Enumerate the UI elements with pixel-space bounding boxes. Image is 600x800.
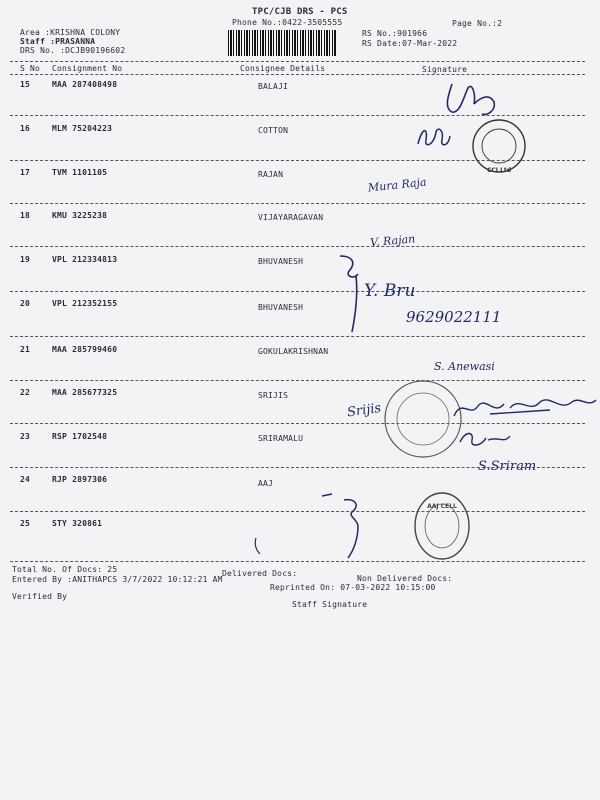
svg-text:Mura Raja: Mura Raja [367,175,428,195]
entered-by: Entered By :ANITHAPCS 3/7/2022 10:12:21 AM [12,575,223,584]
row-consignment: RJP 2897306 [52,475,108,484]
row-consignment: TVM 1101105 [52,168,108,177]
row-sno: 16 [20,124,31,133]
row-sno: 25 [20,519,31,528]
verified-by: Verified By [12,592,68,601]
svg-text:9629022111: 9629022111 [406,308,502,326]
signature-scribble-row16 [414,122,454,152]
row-sno: 20 [20,299,31,308]
row-divider [10,511,585,512]
ink-mark [250,536,266,556]
signature-row21 [432,356,532,376]
row-sno: 22 [20,388,31,397]
signature-row18 [366,228,446,250]
col-header-signature: Signature [422,65,468,74]
row-consignment: MAA 285799460 [52,345,118,354]
row-consignment: MAA 287408498 [52,80,118,89]
row-consignee: BHUVANESH [258,303,304,312]
total-docs: Total No. Of Docs: 25 [12,565,118,574]
svg-text:Srijis: Srijis [346,400,383,421]
signature-scribble-row15 [430,76,510,121]
drs-number: DRS No. :DCJB90196602 [20,46,126,55]
divider [10,561,585,562]
row-sno: 19 [20,255,31,264]
col-header-consignment: Consignment No [52,64,123,73]
row-sno: 15 [20,80,31,89]
signature-scribble-row22 [450,388,600,424]
svg-text:S.Sriram: S.Sriram [478,459,537,474]
signature-row23 [452,426,562,478]
divider [10,74,585,75]
row-consignee: VIJAYARAGAVAN [258,213,324,222]
staff-signature-label: Staff Signature [292,600,368,609]
cci-stamp [468,116,530,176]
signature-row19 [360,276,450,304]
row-consignment: VPL 212352155 [52,299,118,308]
svg-text:V. Rajan: V. Rajan [369,232,416,250]
non-delivered-docs: Non Delivered Docs: [357,574,453,583]
row-consignment: STY 320861 [52,519,103,528]
row-divider [10,246,585,247]
svg-text:S. Anewasi: S. Anewasi [434,360,495,373]
signature-row17 [362,172,462,196]
stamp-text: AAJ CELL [427,503,457,510]
svg-text:Y. Bru: Y. Bru [364,281,416,301]
row-divider [10,380,585,381]
document-title: TPC/CJB DRS - PCS [252,7,348,17]
row-consignee: BHUVANESH [258,257,304,266]
row-consignee: GOKULAKRISHNAN [258,347,329,356]
rs-number: RS No.:901966 [362,29,428,38]
phone-handwritten-row20 [404,302,534,330]
row-sno: 21 [20,345,31,354]
col-header-sno: S No [20,64,41,73]
row-sno: 24 [20,475,31,484]
row-divider [10,203,585,204]
row-consignment: MLM 75204223 [52,124,113,133]
signature-row22 [345,396,405,420]
divider [10,61,585,62]
row-consignment: KMU 3225238 [52,211,108,220]
rs-date: RS Date:07-Mar-2022 [362,39,458,48]
row-sno: 17 [20,168,31,177]
row-consignment: VPL 212334813 [52,255,118,264]
barcode [228,30,336,56]
row-divider [10,336,585,337]
signature-scribble-row24 [314,488,374,568]
reprinted-on: Reprinted On: 07-03-2022 10:15:00 [270,583,436,592]
row-consignee: SRIJIS [258,391,289,400]
row-consignment: RSP 1702548 [52,432,108,441]
aaj-stamp [412,490,472,562]
stamp-text: CCI Ltd [486,167,512,174]
phone-number: Phone No.:0422-3505555 [232,18,343,27]
row-sno: 18 [20,211,31,220]
row-divider [10,291,585,292]
delivered-docs: Delivered Docs: [222,569,298,578]
area-label: Area :KRISHNA COLONY [20,28,121,37]
row-consignment: MAA 285677325 [52,388,118,397]
page-number: Page No.:2 [452,19,503,28]
row-consignee: AAJ [258,479,274,488]
row-consignee: BALAJI [258,82,289,91]
row-consignee: SRIRAMALU [258,434,304,443]
row-sno: 23 [20,432,31,441]
col-header-consignee: Consignee Details [240,64,326,73]
staff-label: Staff :PRASANNA [20,37,96,46]
row-consignee: RAJAN [258,170,284,179]
row-consignee: COTTON [258,126,289,135]
